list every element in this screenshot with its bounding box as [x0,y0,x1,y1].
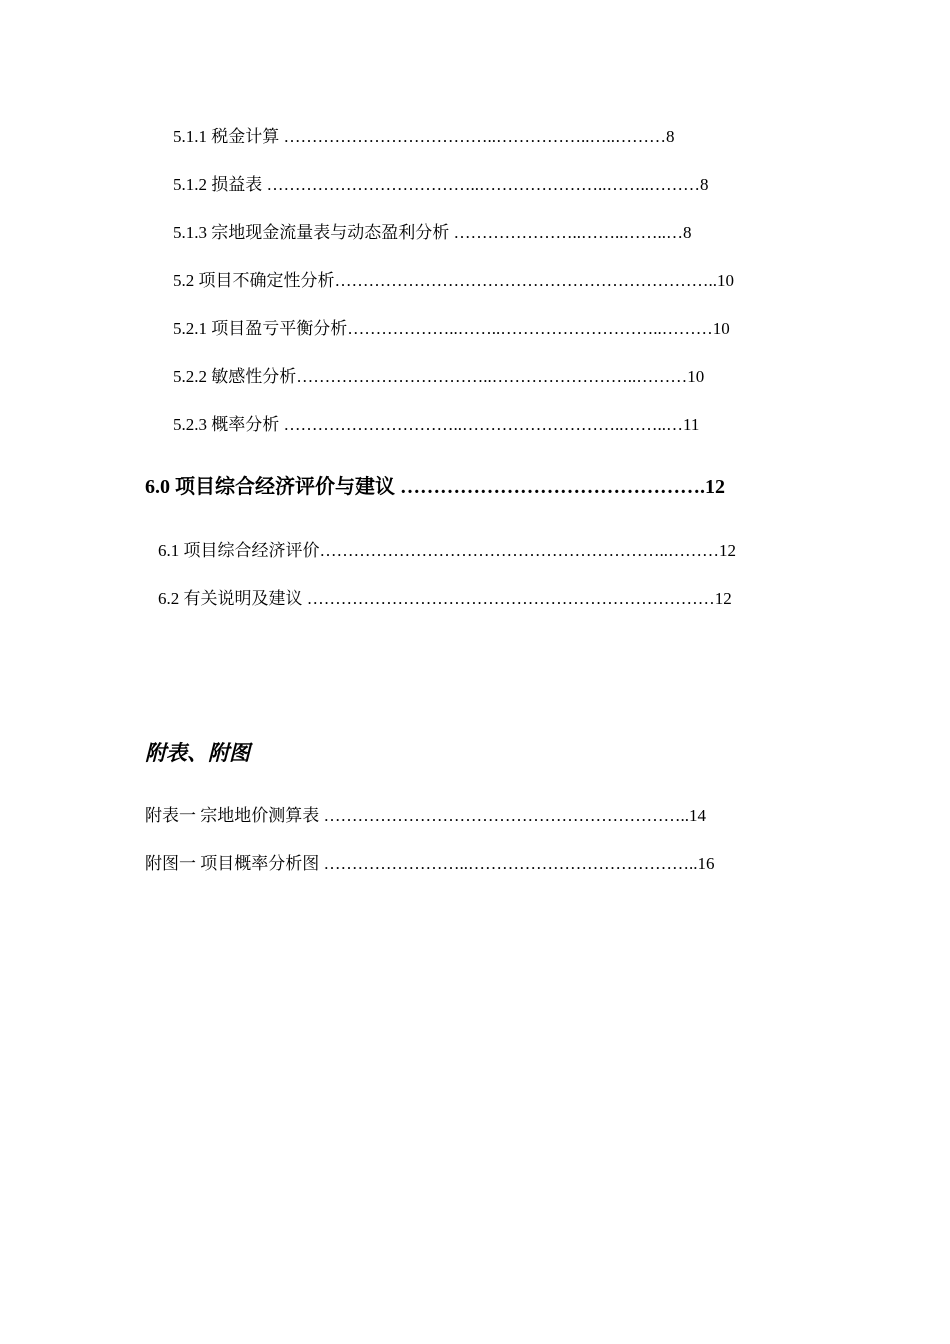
toc-6-0-heading: 6.0 项目综合经济评价与建议 ……………………………………….12 [145,476,725,498]
appendix-title: 附表、附图 [145,741,250,765]
toc-5-2: 5.2 项目不确定性分析…………………………………………………………..10 [173,271,734,290]
toc-5-2-1: 5.2.1 项目盈亏平衡分析………………..……..………………………..………10 [173,319,730,338]
toc-5-2-2: 5.2.2 敏感性分析……………………………..……………………..………10 [173,367,705,386]
toc-appendix-figure-1: 附图一 项目概率分析图 ……………………..…………………………………..16 [145,854,715,873]
toc-5-1-2: 5.1.2 损益表 ………………………………..…………………..……..………8 [173,175,709,194]
toc-appendix-table-1: 附表一 宗地地价测算表 ………………………………………………………..14 [145,806,706,825]
toc-6-2: 6.2 有关说明及建议 ………………………………………………………………12 [158,589,732,608]
toc-6-1: 6.1 项目综合经济评价……………………………………………………..………12 [158,541,736,560]
toc-5-1-3: 5.1.3 宗地现金流量表与动态盈利分析 …………………..……..……..…8 [173,223,692,242]
toc-5-2-3: 5.2.3 概率分析 …………………………..………………………..……..…11 [173,415,700,434]
toc-5-1-1: 5.1.1 税金计算 ………………………………..……………..…..………8 [173,127,675,146]
